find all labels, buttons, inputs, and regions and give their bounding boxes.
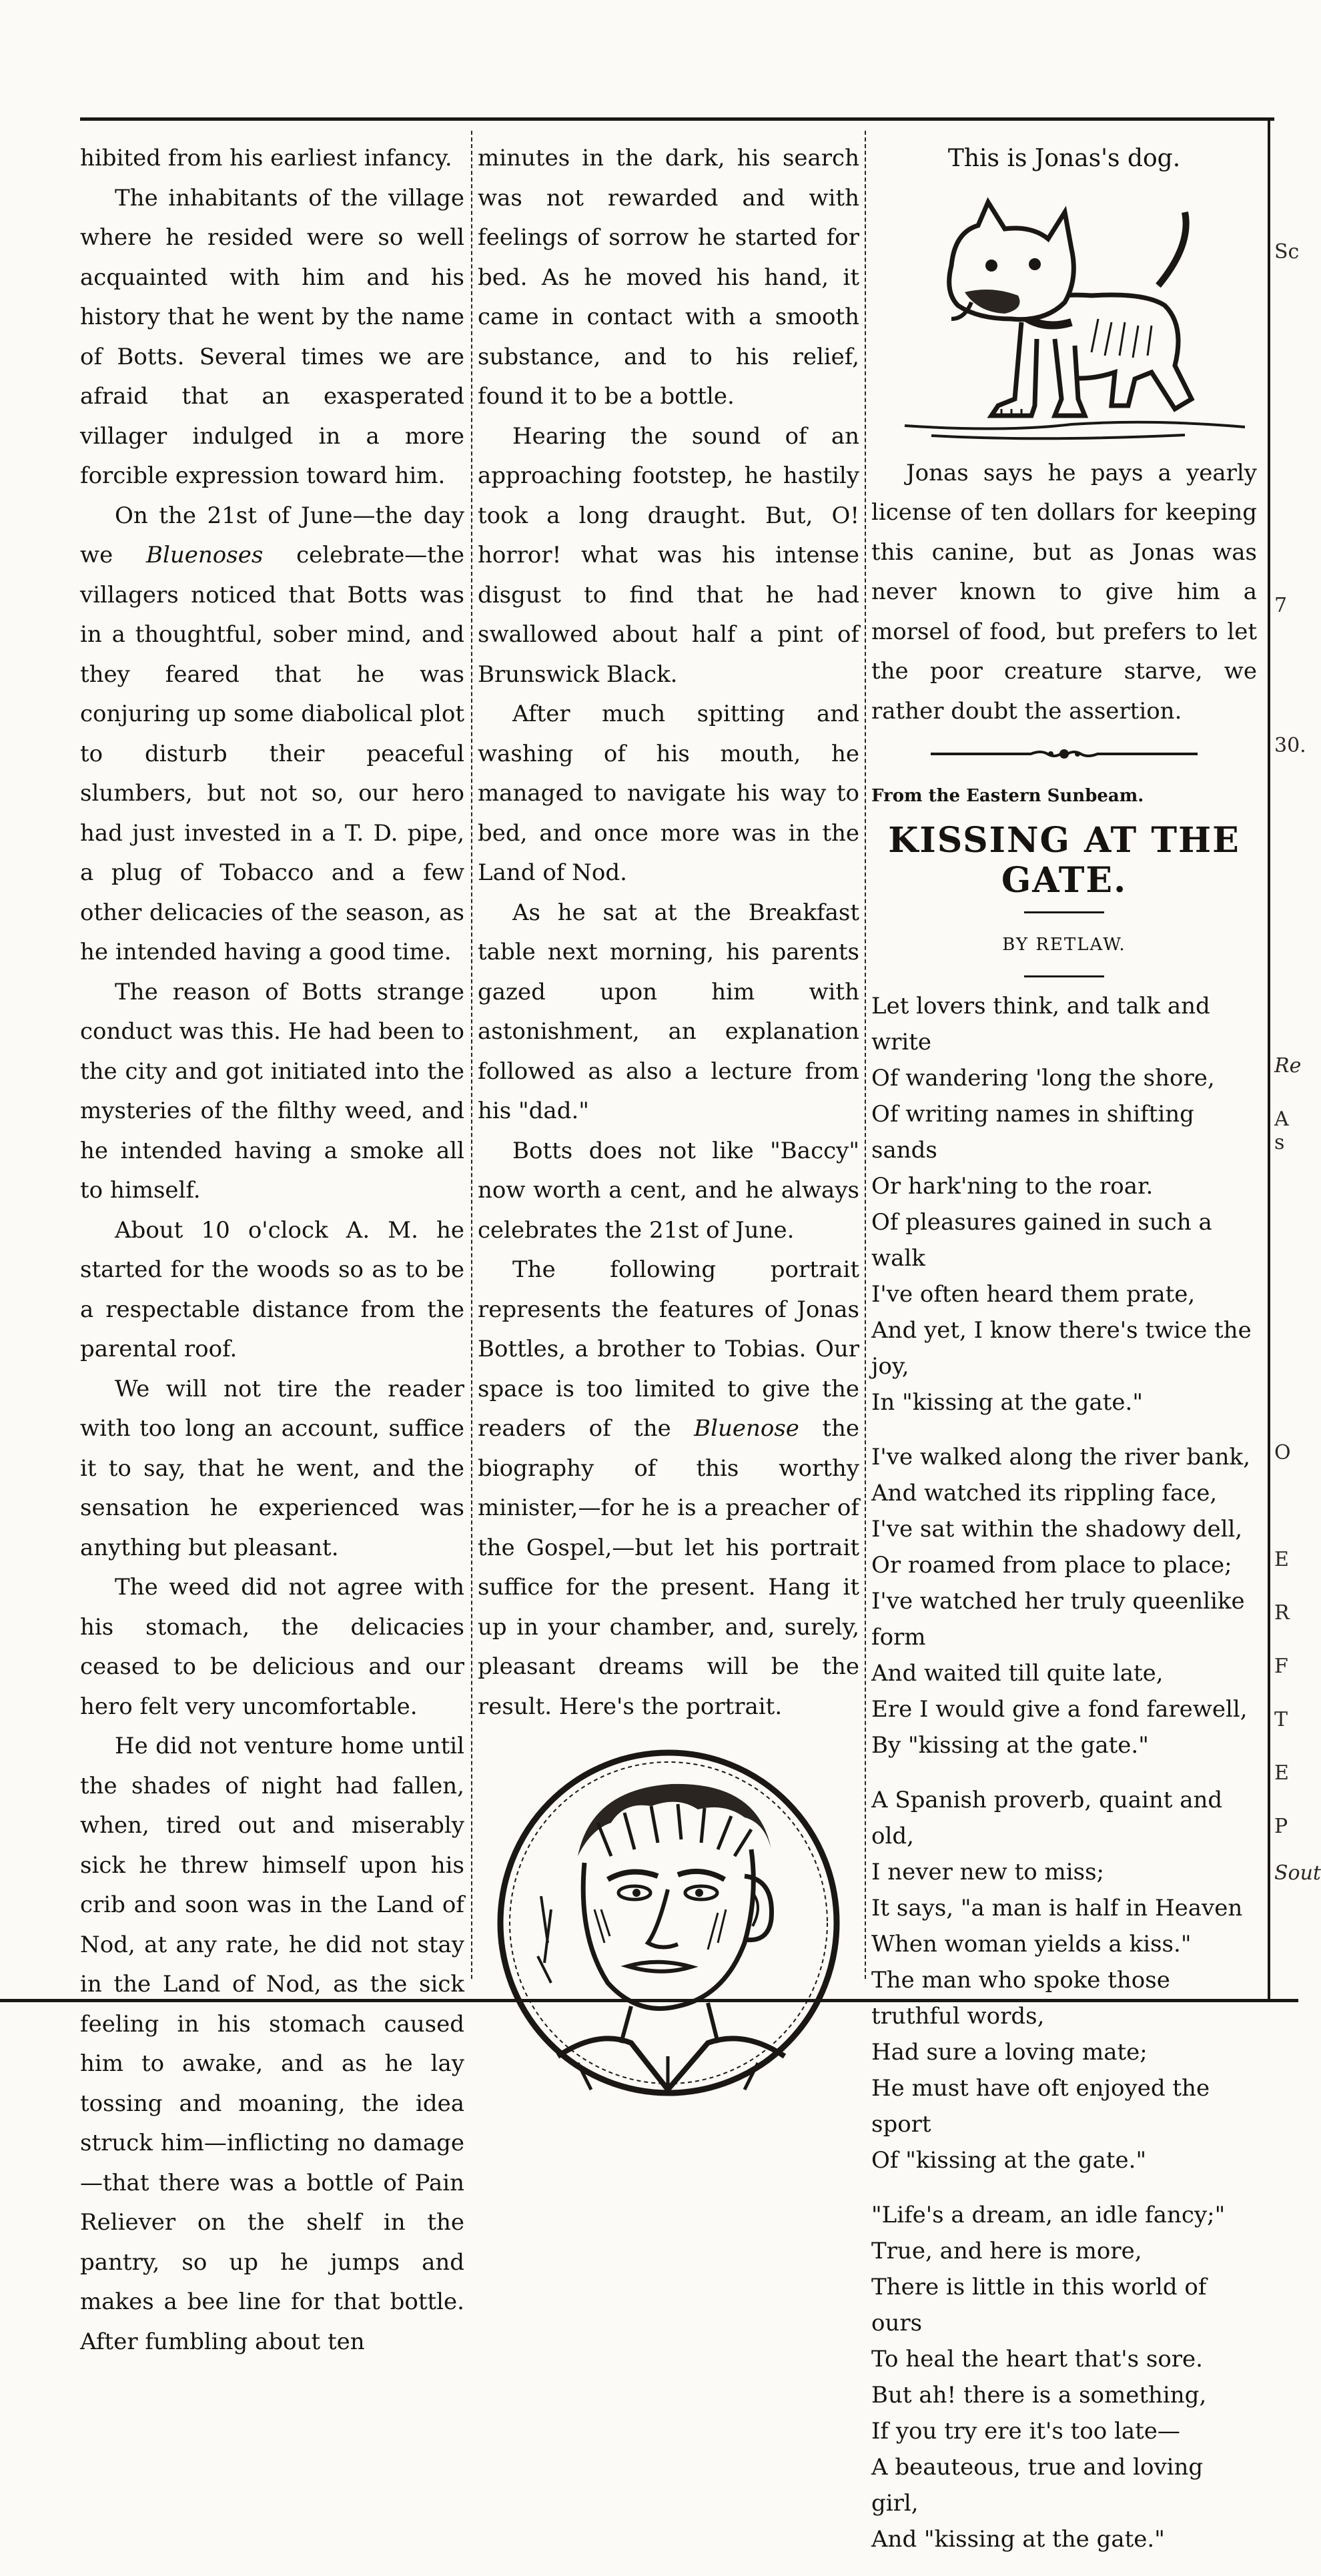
poem-line: In "kissing at the gate." — [871, 1389, 1143, 1416]
italic-word: Bluenoses — [146, 542, 264, 568]
poem-line: The man who spoke those truthful words, — [871, 1967, 1170, 2030]
source-line: From the Eastern Sunbeam. — [871, 786, 1144, 806]
poem-line: And "kissing at the gate." — [871, 2526, 1165, 2553]
poem-line: True, and here is more, — [871, 2238, 1142, 2264]
poem-line: By "kissing at the gate." — [871, 1732, 1149, 1759]
poem-line: To heal the heart that's sore. — [871, 2346, 1203, 2373]
column-separator-2 — [865, 131, 866, 1979]
margin-fragment: R — [1274, 1601, 1290, 1625]
title-rule — [1024, 911, 1104, 913]
poem-line: And watched its rippling face, — [871, 1480, 1218, 1507]
paragraph: The reason of Botts strange conduct was this. He had been to the city and got initiated into the mysteries of the filthy weed, and he intended having a smoke all to himself. — [80, 978, 464, 1204]
poem-line: I've watched her truly queenlike form — [871, 1588, 1245, 1651]
margin-fragment: F — [1274, 1655, 1288, 1678]
poem-line: Of pleasures gained in such a walk — [871, 1209, 1212, 1272]
poem-stanza — [871, 1782, 1257, 2178]
dog-illustration — [871, 185, 1257, 446]
paragraph — [80, 496, 464, 973]
margin-fragment: Sc — [1274, 240, 1300, 264]
paragraph: He did not venture home until the shades of night had fallen, when, tired out and miserably sick he threw himself upon his crib and soon was in the Land of Nod, at any rate, he did not stay in the Land of Nod, as the sick feeling in his stomach caused him to awake, and as he lay tossing and moaning, the idea struck him—inflicting no damage—that there was a bottle of Pain Reliever on the shelf in the pantry, so up he jumps and makes a bee line for that bottle. After fumbling about ten — [80, 1733, 464, 2355]
paragraph: minutes in the dark, his search was not rewarded and with feelings of sorrow he started for bed. As he moved his hand, it came in contact with a smooth substance, and to his relief, found it to be a bottle. — [478, 145, 859, 410]
poem-byline: BY RETLAW. — [1002, 934, 1126, 955]
poem-line: Let lovers think, and talk and write — [871, 993, 1210, 1055]
column-2 — [478, 139, 859, 2103]
margin-fragment: E — [1274, 1761, 1289, 1785]
paragraph: We will not tire the reader with too long an account, suffice it to say, that he went, and the sensation he experienced was anything but pleasant. — [80, 1375, 464, 1561]
poem-line: And waited till quite late, — [871, 1660, 1164, 1687]
paragraph: After much spitting and washing of his mouth, he managed to navigate his way to bed, and once more was in the Land of Nod. — [478, 701, 859, 886]
paragraph: The inhabitants of the village where he resided were so well acquainted with him and his history that he went by the name of Botts. Several times we are afraid that an exasperated villager indulged in a more forcible expression toward him. — [80, 184, 464, 489]
poem-stanza — [871, 2197, 1257, 2557]
margin-fragment: O — [1274, 1441, 1291, 1464]
margin-fragment: E — [1274, 1548, 1289, 1571]
paragraph: As he sat at the Breakfast table next morning, his parents gazed upon him with astonishment, an explanation followed as also a lecture from his "dad." — [478, 899, 859, 1124]
margin-fragment: Sout — [1274, 1861, 1321, 1885]
margin-fragment: P — [1274, 1815, 1288, 1838]
italic-word: Bluenose — [694, 1415, 799, 1442]
poem-line: Of writing names in shifting sands — [871, 1101, 1194, 1164]
right-edge-rule — [1268, 120, 1270, 1999]
dog-caption: This is Jonas's dog. — [947, 145, 1181, 172]
poem-line: A beauteous, true and loving girl, — [871, 2454, 1204, 2517]
poem-line: If you try ere it's too late— — [871, 2418, 1180, 2445]
column-separator-1 — [471, 131, 472, 1979]
poem-stanza — [871, 988, 1257, 1420]
paragraph: Hearing the sound of an approaching footstep, he hastily took a long draught. But, O! horror! what was his intense disgust to find that he had swallowed about half a pint of Brunswick Black. — [478, 422, 859, 688]
portrait-illustration — [478, 1743, 859, 2103]
poem-title: KISSING AT THE GATE. — [888, 819, 1240, 901]
poem-line: I've walked along the river bank, — [871, 1444, 1250, 1470]
poem-line: There is little in this world of ours — [871, 2274, 1207, 2336]
poem-line: I never new to miss; — [871, 1859, 1104, 1885]
poem-line: I've often heard them prate, — [871, 1281, 1196, 1308]
column-3 — [871, 139, 1257, 2576]
margin-fragment: Re — [1274, 1054, 1302, 1078]
poem-line: Had sure a loving mate; — [871, 2039, 1148, 2066]
poem-line: When woman yields a kiss." — [871, 1931, 1192, 1958]
paragraph-text: On the 21st of June—the day we Bluenoses celebrate—the villagers noticed that Botts was in a thoughtful, sober mind, and they feared that he was conjuring up some diabolical plot to disturb their peaceful slumbers, but not so, our hero had just invested in a T. D. pipe, a plug of Tobacco and a few other delicacies of the season, as he intended having a good time. — [80, 502, 464, 965]
poem-line: Of "kissing at the gate." — [871, 2147, 1147, 2174]
column-1 — [80, 139, 464, 2362]
poem-line: But ah! there is a something, — [871, 2382, 1207, 2409]
poem-line: He must have oft enjoyed the sport — [871, 2075, 1210, 2138]
margin-fragment: T — [1274, 1708, 1288, 1731]
margin-fragment: A s — [1274, 1108, 1289, 1154]
poem-line: It says, "a man is half in Heaven — [871, 1895, 1243, 1921]
poem-line: I've sat within the shadowy dell, — [871, 1516, 1243, 1543]
poem-line: Ere I would give a fond farewell, — [871, 1696, 1248, 1723]
poem — [871, 988, 1257, 2557]
poem-line: "Life's a dream, an idle fancy;" — [871, 2202, 1226, 2228]
paragraph: Botts does not like "Baccy" now worth a cent, and he always celebrates the 21st of June. — [478, 1137, 859, 1244]
byline-rule — [1024, 975, 1104, 977]
poem-stanza — [871, 1439, 1257, 1763]
margin-fragment: 7 — [1274, 594, 1288, 617]
paragraph: The following portrait represents the features of Jonas Bottles, a brother to Tobias. Our space is too limited to give the readers of the Bluenose the biography of this worthy minister,—for he is a preacher of the Gospel,—but let his portrait suffice for the present. Hang it up in your chamber, and, surely, pleasant dreams will be the result. Here's the portrait. — [478, 1256, 859, 1720]
poem-line: Or roamed from place to place; — [871, 1552, 1232, 1579]
poem-line: And yet, I know there's twice the joy, — [871, 1317, 1252, 1380]
dog-paragraph: Jonas says he pays a yearly license of ten dollars for keeping this canine, but as Jonas was never known to give him a morsel of food, but prefers to let the poor creature starve, we rather doubt the assertion. — [871, 459, 1257, 725]
header-rule — [80, 117, 1274, 121]
paragraph: hibited from his earliest infancy. — [80, 145, 452, 171]
poem-line: Of wandering 'long the shore, — [871, 1065, 1215, 1092]
poem-line: Or hark'ning to the roar. — [871, 1173, 1154, 1200]
poem-line: A Spanish proverb, quaint and old, — [871, 1787, 1223, 1849]
margin-fragment: 30. — [1274, 734, 1306, 757]
paragraph: The weed did not agree with his stomach, the delicacies ceased to be delicious and our hero felt very uncomfortable. — [80, 1574, 464, 1720]
paragraph: About 10 o'clock A. M. he started for the woods so as to be a respectable distance from the parental roof. — [80, 1216, 464, 1362]
ornament-rule — [931, 747, 1198, 761]
